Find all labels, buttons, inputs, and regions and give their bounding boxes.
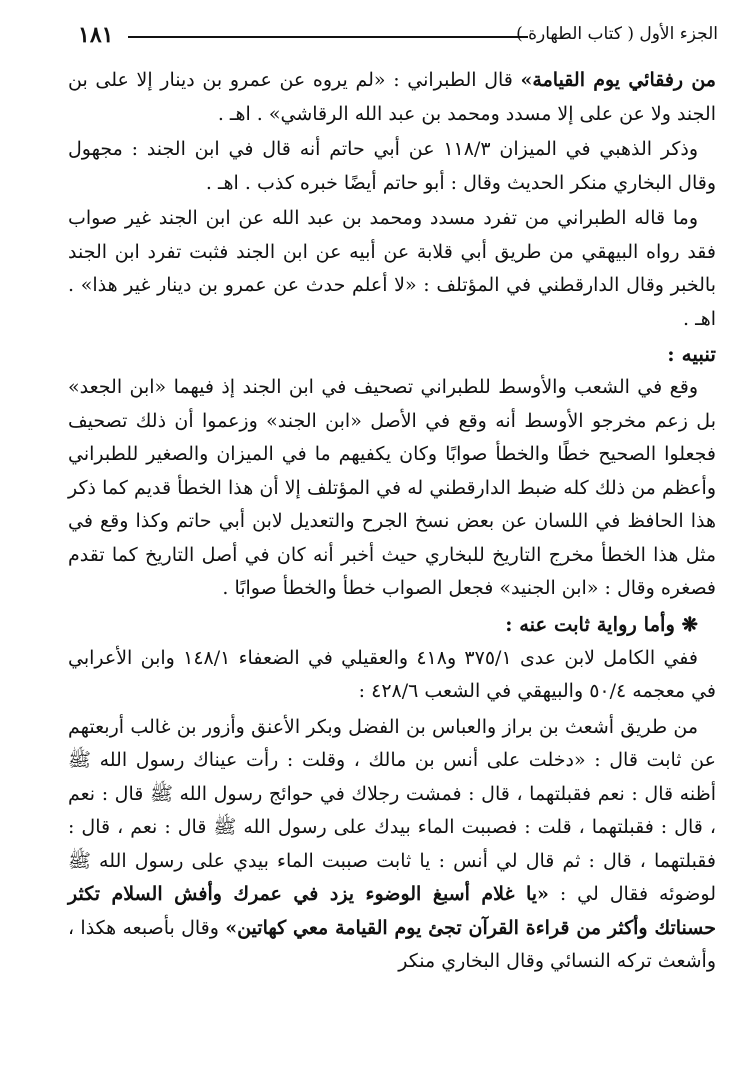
paragraph-2: وذكر الذهبي في الميزان ١١٨/٣ عن أبي حاتم أنه قال في ابن الجند : مجهول وقال البخاري منكر الحديث وقال : أبو حاتم أيضًا خبره كذب . اهـ . bbox=[68, 138, 716, 194]
header-rule bbox=[128, 36, 528, 38]
paragraph-1-text: قال الطبراني : «لم يروه عن عمرو بن دينار إلا على بن الجند ولا عن على إلا مسدد ومحمد بن عبد الله الرقاشي» . اهـ . bbox=[68, 69, 716, 125]
page-number: ١٨١ bbox=[78, 22, 114, 48]
paragraph-6-text: من طريق أشعث بن براز والعباس بن الفضل وبكر الأعنق وأزور بن غالب أربعتهم عن ثابت قال : «دخلت على أنس بن مالك ، وقلت : رأت عيناك رسول الله ﷺ أظنه قال : نعم فقبلتهما ، قال : فمشت رجلاك في حوائج رسول الله ﷺ قال : نعم ، قال : فقبلتهما ، قلت : فصببت الماء بيدك على رسول الله ﷺ قال : نعم ، قال : فقبلتهما ، قال : ثم قال لي أنس : يا ثابت صببت الماء بيدي على رسول الله ﷺ لوضوئه فقال لي : bbox=[68, 715, 716, 905]
running-title: الجزء الأول ( كتاب الطهارة ) bbox=[516, 24, 718, 44]
body-text bbox=[68, 64, 716, 981]
hadith-quote-bold: «يا غلام أسبغ الوضوء يزد في عمرك وأفش السلام تكثر حسناتك وأكثر من قراءة القرآن تجئ يوم القيامة معي كهاتين» bbox=[68, 883, 716, 939]
paragraph-6 bbox=[68, 711, 716, 979]
paragraph-1-bold: من رفقائي يوم القيامة» bbox=[520, 69, 716, 91]
paragraph-5: ففي الكامل لابن عدى ٣٧٥/١ و٤١٨ والعقيلي في الضعفاء ١٤٨/١ وابن الأعرابي في معجمه ٥٠/٤ والبيهقي في الشعب ٤٢٨/٦ : bbox=[68, 646, 716, 702]
paragraph-6-tail: وقال بأصبعه هكذا ، وأشعث تركه النسائي وقال البخاري منكر bbox=[68, 916, 716, 972]
paragraph-1 bbox=[68, 64, 716, 131]
page-header bbox=[78, 22, 718, 52]
paragraph-3: وما قاله الطبراني من تفرد مسدد ومحمد بن عبد الله عن ابن الجند غير صواب فقد رواه البيهقي من طريق أبي قلابة عن أبيه عن ابن الجند فثبت تفرد ابن الجند بالخبر وقال الدارقطني في المؤتلف : «لا أعلم حدث عن عمرو بن دينار غير هذا» . اهـ . bbox=[68, 207, 716, 330]
subheading-thabit: ❋ وأما رواية ثابت عنه : bbox=[505, 612, 698, 636]
heading-tanbih: تنبيه : bbox=[667, 342, 716, 366]
paragraph-4: وقع في الشعب والأوسط للطبراني تصحيف في ابن الجند إذ فيهما «ابن الجعد» بل زعم مخرجو الأوسط أنه وقع في الأصل «ابن الجند» وزعموا أن ذلك تصحيف فجعلوا الصحيح خطًا والخطأ صوابًا وكان يكفيهم ما في الميزان والصغير للطبراني وأعظم من ذلك كله ضبط الدارقطني له في المؤتلف إلا أن هذا الخطأ قديم كما ذكر هذا الحافظ في اللسان عن بعض نسخ الجرح والتعديل لابن أبي حاتم وكذا وقع في مثل هذا الخطأ مخرج التاريخ للبخاري حيث أخبر أنه كان في أصل التاريخ كما تقدم فصغره وقال : «ابن الجنيد» فجعل الصواب خطأ والخطأ صوابًا . bbox=[68, 376, 716, 599]
